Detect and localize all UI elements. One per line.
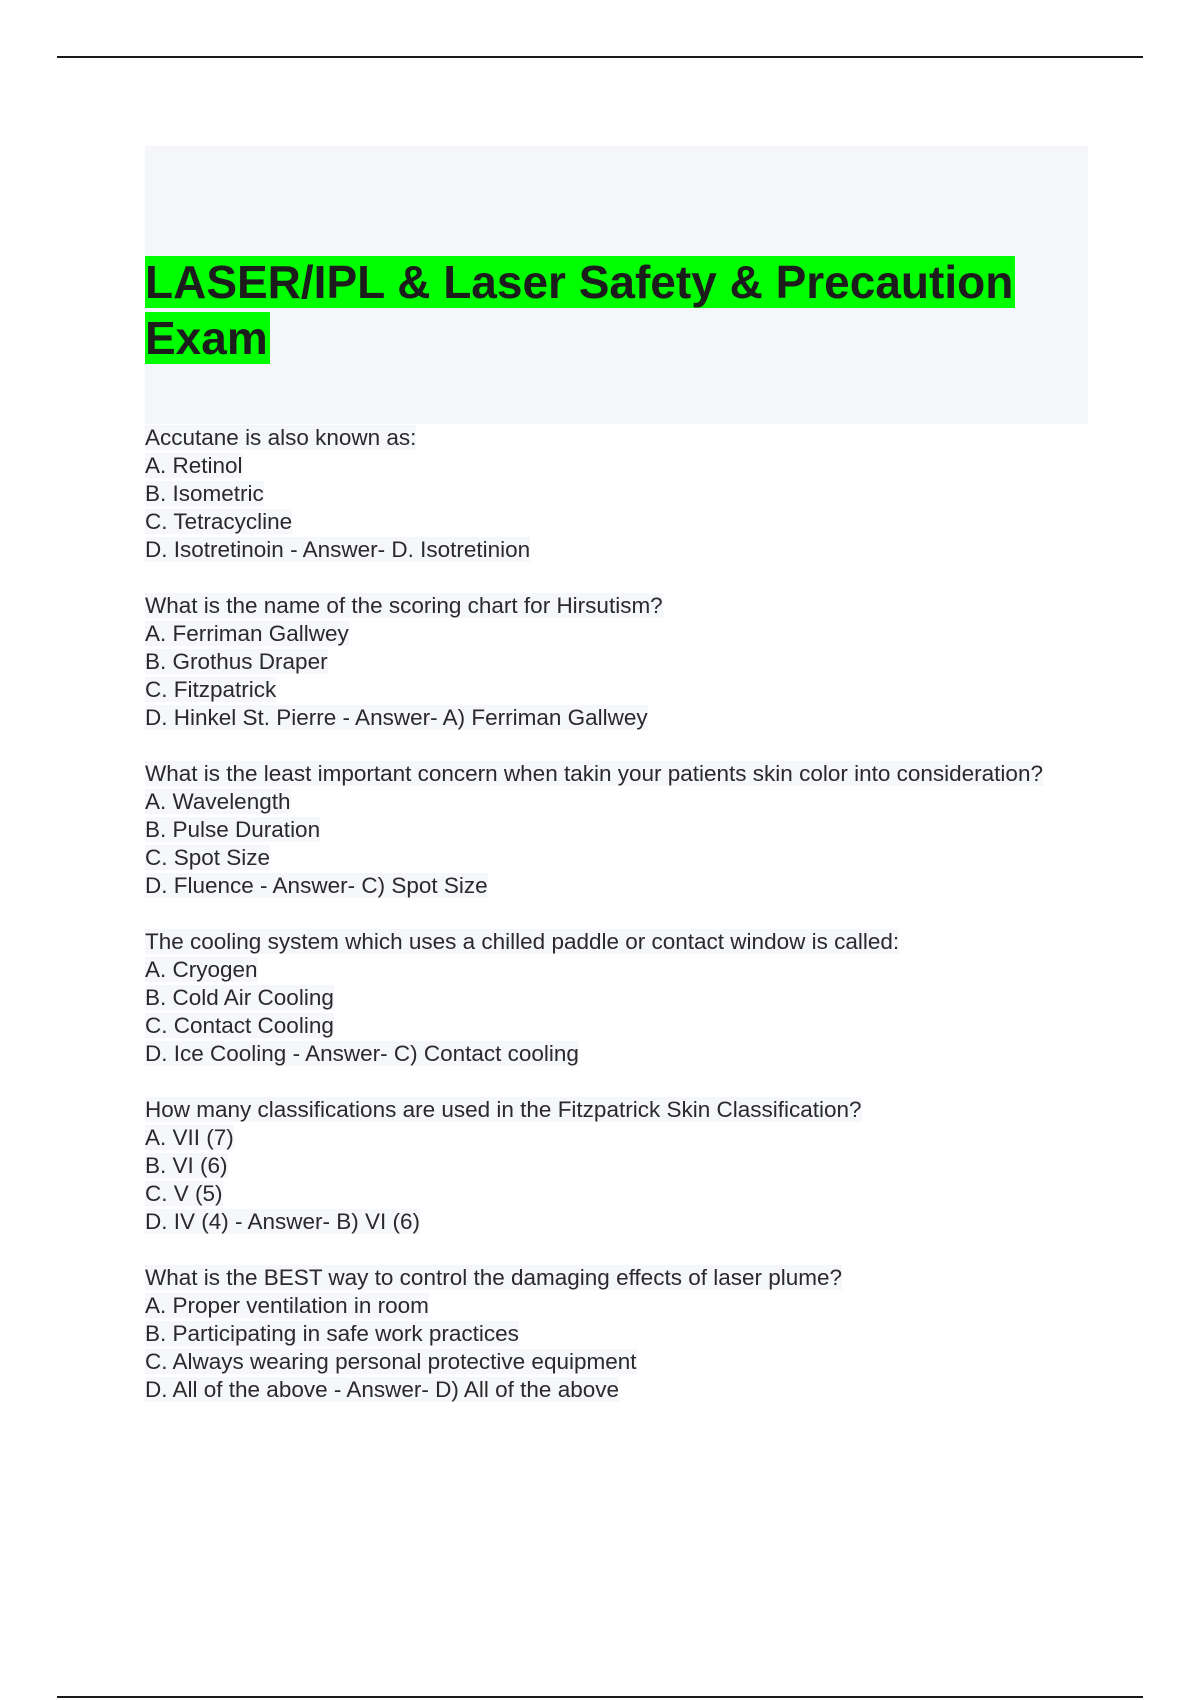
question-prompt: Accutane is also known as:	[145, 425, 417, 450]
top-rule	[57, 56, 1143, 58]
answer-option: A. Wavelength	[145, 789, 291, 814]
answer-option: C. Spot Size	[145, 845, 271, 870]
answer-option: C. Always wearing personal protective equipment	[145, 1349, 637, 1374]
question-block	[145, 592, 1105, 732]
question-block	[145, 1264, 1105, 1404]
answer-option: A. Retinol	[145, 453, 243, 478]
question-block	[145, 1096, 1105, 1236]
answer-option: C. Tetracycline	[145, 509, 293, 534]
answer-option: B. VI (6)	[145, 1153, 228, 1178]
bottom-rule	[57, 1696, 1143, 1698]
answer-option: D. Isotretinoin - Answer- D. Isotretinion	[145, 537, 531, 562]
answer-option: A. VII (7)	[145, 1125, 234, 1150]
answer-option: B. Isometric	[145, 481, 264, 506]
answer-option: D. Ice Cooling - Answer- C) Contact cooling	[145, 1041, 579, 1066]
answer-option: A. Ferriman Gallwey	[145, 621, 349, 646]
question-list	[145, 424, 1105, 1432]
question-block	[145, 760, 1105, 900]
answer-option: C. V (5)	[145, 1181, 223, 1206]
answer-option: B. Grothus Draper	[145, 649, 328, 674]
answer-option: C. Fitzpatrick	[145, 677, 277, 702]
answer-option: B. Cold Air Cooling	[145, 985, 334, 1010]
question-prompt: How many classifications are used in the Fitzpatrick Skin Classification?	[145, 1097, 862, 1122]
question-prompt: What is the name of the scoring chart for Hirsutism?	[145, 593, 663, 618]
question-prompt: What is the least important concern when takin your patients skin color into consideration?	[145, 761, 1043, 786]
answer-option: D. Fluence - Answer- C) Spot Size	[145, 873, 488, 898]
answer-option: C. Contact Cooling	[145, 1013, 334, 1038]
answer-option: D. All of the above - Answer- D) All of the above	[145, 1377, 619, 1402]
question-prompt: The cooling system which uses a chilled paddle or contact window is called:	[145, 929, 900, 954]
answer-option: A. Proper ventilation in room	[145, 1293, 429, 1318]
title-highlight: LASER/IPL & Laser Safety & Precaution Exam	[145, 256, 1014, 364]
question-prompt: What is the BEST way to control the damaging effects of laser plume?	[145, 1265, 843, 1290]
answer-option: B. Pulse Duration	[145, 817, 321, 842]
question-block	[145, 928, 1105, 1068]
answer-option: A. Cryogen	[145, 957, 258, 982]
answer-option: D. Hinkel St. Pierre - Answer- A) Ferriman Gallwey	[145, 705, 648, 730]
answer-option: B. Participating in safe work practices	[145, 1321, 519, 1346]
answer-option: D. IV (4) - Answer- B) VI (6)	[145, 1209, 421, 1234]
question-block	[145, 424, 1105, 564]
page-title	[145, 254, 1065, 366]
